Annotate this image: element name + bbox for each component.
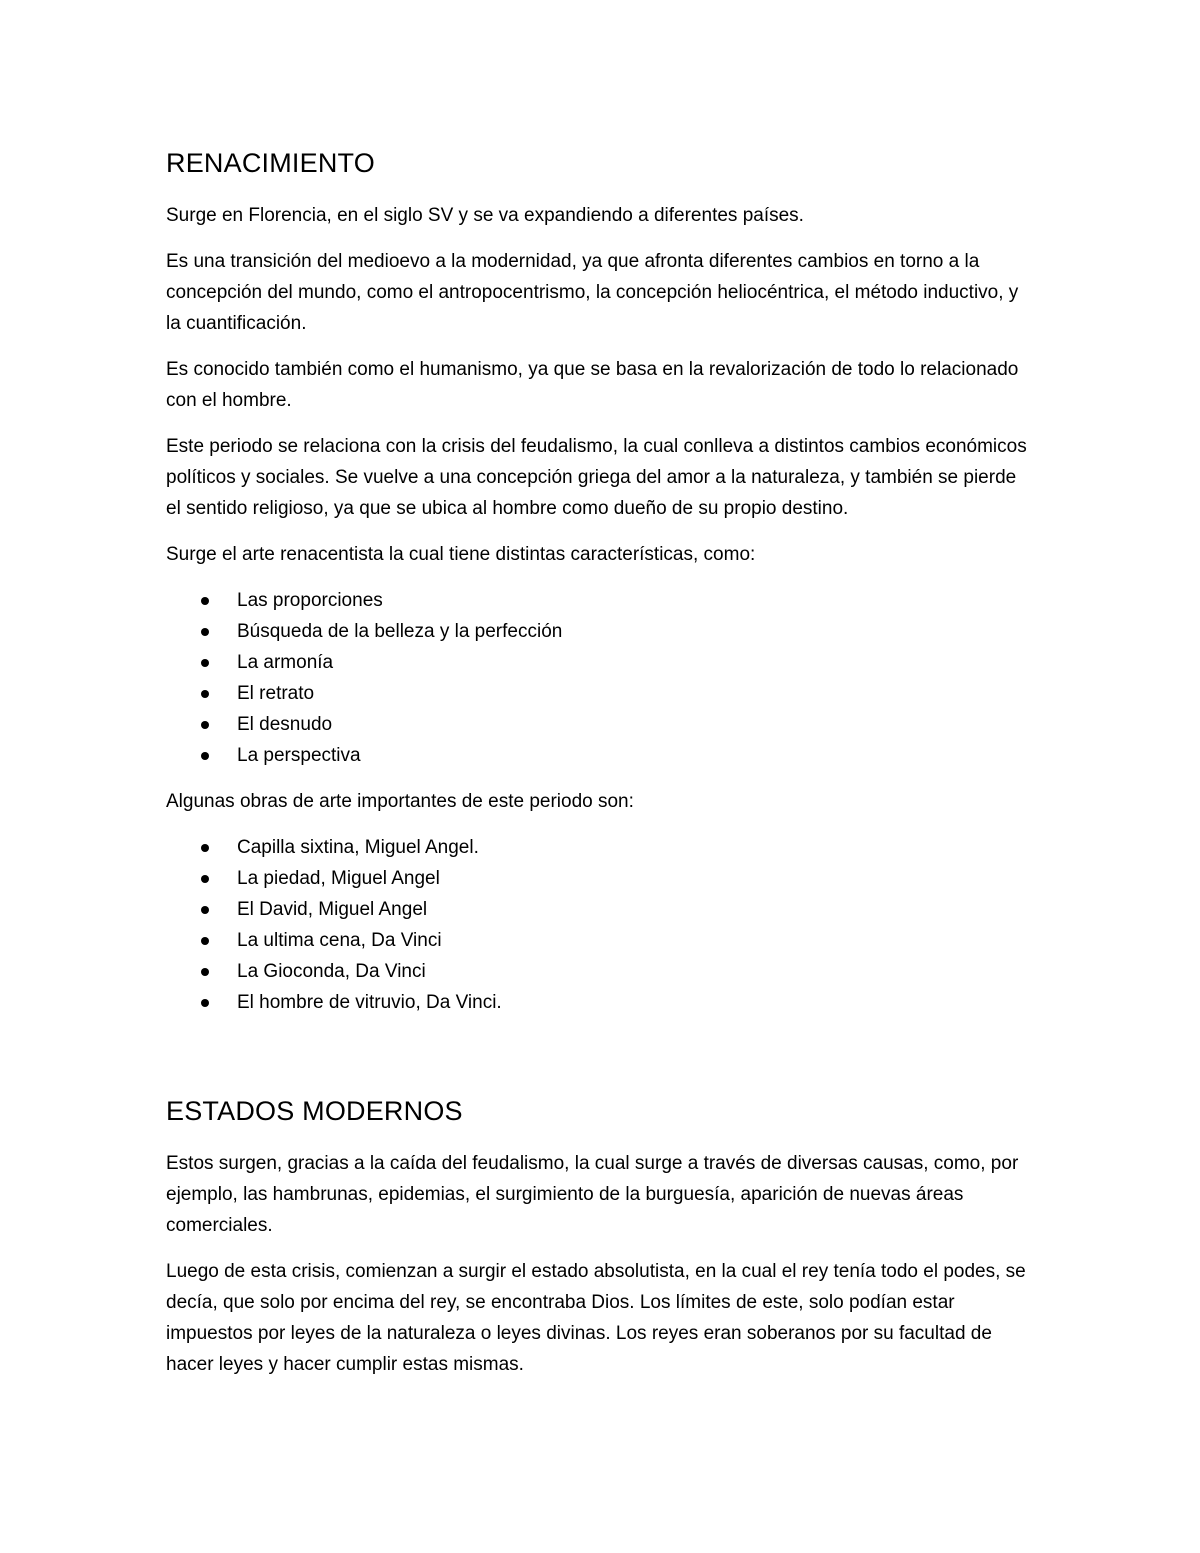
- list-item: [166, 647, 1036, 678]
- section-heading-renacimiento: RENACIMIENTO: [166, 148, 375, 178]
- bullet-icon: [201, 659, 209, 667]
- bullet-icon: [201, 999, 209, 1007]
- bullet-icon: [201, 597, 209, 605]
- list-item: [166, 709, 1036, 740]
- list-item-text: El hombre de vitruvio, Da Vinci.: [237, 992, 502, 1013]
- paragraph: Es conocido también como el humanismo, ya que se basa en la revalorización de todo lo relacionado con el hombre.: [166, 359, 1019, 411]
- document-body: [166, 140, 1036, 1380]
- list-item-text: El retrato: [237, 683, 315, 704]
- list-item: [166, 585, 1036, 616]
- bullet-icon: [201, 690, 209, 698]
- list-item-text: Búsqueda de la belleza y la perfección: [237, 621, 563, 642]
- characteristics-list: [166, 585, 1036, 771]
- list-item: [166, 894, 1036, 925]
- list-item-text: La piedad, Miguel Angel: [237, 868, 440, 889]
- paragraph: Este periodo se relaciona con la crisis del feudalismo, la cual conlleva a distintos cambios económicos políticos y sociales. Se vuelve a una concepción griega del amor a la naturaleza, y también se pierde el sentido religioso, ya que se ubica al hombre como dueño de su propio destino.: [166, 436, 1027, 519]
- bullet-icon: [201, 968, 209, 976]
- section-heading-estados-modernos: ESTADOS MODERNOS: [166, 1096, 463, 1126]
- paragraph: Estos surgen, gracias a la caída del feudalismo, la cual surge a través de diversas causas, como, por ejemplo, las hambrunas, epidemias, el surgimiento de la burguesía, aparición de nuevas áreas comerciales.: [166, 1153, 1019, 1236]
- list-item: [166, 956, 1036, 987]
- paragraph: Algunas obras de arte importantes de este periodo son:: [166, 791, 634, 812]
- paragraph: Surge el arte renacentista la cual tiene distintas características, como:: [166, 544, 756, 565]
- paragraph: Luego de esta crisis, comienzan a surgir el estado absolutista, en la cual el rey tenía todo el podes, se decía, que solo por encima del rey, se encontraba Dios. Los límites de este, solo podían estar impuestos por leyes de la naturaleza o leyes divinas. Los reyes eran soberanos por su facultad de hacer leyes y hacer cumplir estas mismas.: [166, 1261, 1026, 1375]
- list-item: [166, 678, 1036, 709]
- list-item-text: Las proporciones: [237, 590, 383, 611]
- bullet-icon: [201, 937, 209, 945]
- list-item-text: El David, Miguel Angel: [237, 899, 428, 920]
- list-item-text: La Gioconda, Da Vinci: [237, 961, 426, 982]
- list-item: [166, 987, 1036, 1018]
- artworks-list: [166, 832, 1036, 1018]
- list-item-text: Capilla sixtina, Miguel Angel.: [237, 837, 479, 858]
- paragraph: Surge en Florencia, en el siglo SV y se va expandiendo a diferentes países.: [166, 205, 804, 226]
- bullet-icon: [201, 906, 209, 914]
- list-item-text: La armonía: [237, 652, 334, 673]
- list-item-text: La ultima cena, Da Vinci: [237, 930, 442, 951]
- bullet-icon: [201, 875, 209, 883]
- list-item: [166, 616, 1036, 647]
- list-item: [166, 863, 1036, 894]
- list-item: [166, 740, 1036, 771]
- list-item: [166, 832, 1036, 863]
- bullet-icon: [201, 752, 209, 760]
- bullet-icon: [201, 628, 209, 636]
- paragraph: Es una transición del medioevo a la modernidad, ya que afronta diferentes cambios en torno a la concepción del mundo, como el antropocentrismo, la concepción heliocéntrica, el método inductivo, y la cuantificación.: [166, 251, 1019, 334]
- list-item-text: La perspectiva: [237, 745, 361, 766]
- list-item-text: El desnudo: [237, 714, 333, 735]
- bullet-icon: [201, 844, 209, 852]
- list-item: [166, 925, 1036, 956]
- bullet-icon: [201, 721, 209, 729]
